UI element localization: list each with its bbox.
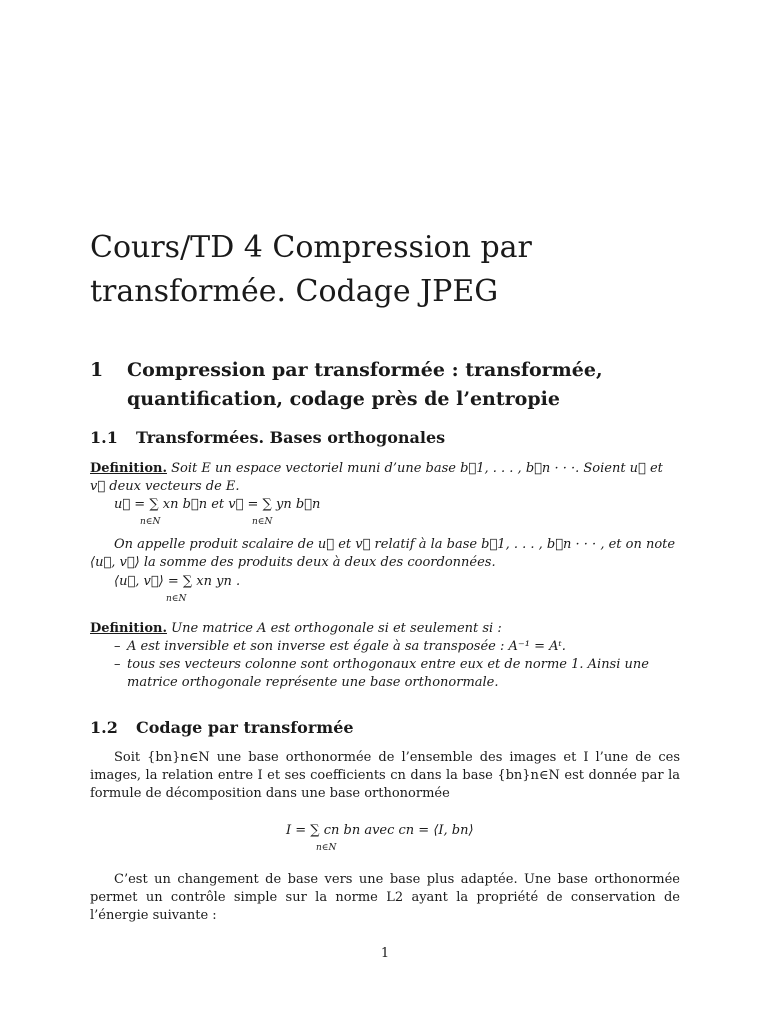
definition-label-2: Definition. [90,621,167,636]
definition-text: Soit E un espace vectoriel muni d’une base b⃗1, . . . , b⃗n · · ·. Soient u⃗ et v⃗ deux vecteurs de E. [90,461,663,494]
sum-index-decomp: n∈N [316,843,337,853]
equation-decomposition: I = ∑ cn bn avec cn = ⟨I, bn⟩ [286,823,474,838]
section-1-heading [90,356,680,414]
paragraph-energy [90,871,680,925]
document-title: Cours/TD 4 Compression par transformée. Codage JPEG [90,230,532,309]
sum-index-v: n∈N [252,517,273,527]
paragraph-text: Soit {bn}n∈N une base orthonormée de l’ensemble des images et I l’une de ces images, la relation entre I et ses coefficients cn dans la base {bn}n∈N est donnée par la formule de décomposition dans une base orthonormée [90,750,680,801]
subsection-number: 1.1 [90,428,118,447]
subsection-1-1-heading [90,427,445,449]
equation-u-v: u⃗ = ∑ xn b⃗n et v⃗ = ∑ yn b⃗n [114,497,321,512]
definition-2-list [90,638,680,692]
definition-1 [90,460,680,496]
page [90,0,680,1024]
sum-index-u: n∈N [140,517,161,527]
section-number: 1 [90,359,104,381]
paragraph-text: C’est un changement de base vers une base plus adaptée. Une base orthonormée permet un contrôle simple sur la norme L2 ayant la propriété de conservation de l’énergie suivante : [90,872,680,923]
subsection-title: Transformées. Bases orthogonales [136,428,446,447]
definition-2 [90,620,680,692]
list-item: – A est inversible et son inverse est égale à sa transposée : A⁻¹ = Aᵗ. [90,638,680,656]
definition-1-scalar-text [90,536,680,572]
subsection-number: 1.2 [90,718,118,737]
page-number: 1 [380,946,390,961]
definition-2-text: Une matrice A est orthogonale si et seulement si : [171,621,502,636]
equation-scalar-product: ⟨u⃗, v⃗⟩ = ∑ xn yn . [114,574,241,589]
definition-label: Definition. [90,461,167,476]
subsection-title: Codage par transformée [136,718,354,737]
sum-index-scalar: n∈N [166,594,187,604]
scalar-product-text: On appelle produit scalaire de u⃗ et v⃗ relatif à la base b⃗1, . . . , b⃗n · · · , et on note ⟨u⃗, v⃗⟩ la somme des produits deux à deux des coordonnées. [90,537,676,570]
list-item: – tous ses vecteurs colonne sont orthogonaux entre eux et de norme 1. Ainsi une matrice orthogonale représente une base orthonormale. [90,656,680,692]
paragraph-decomposition [90,749,680,803]
subsection-1-2-heading [90,717,354,739]
section-title: Compression par transformée : transformée, quantification, codage près de l’entropie [127,359,603,410]
